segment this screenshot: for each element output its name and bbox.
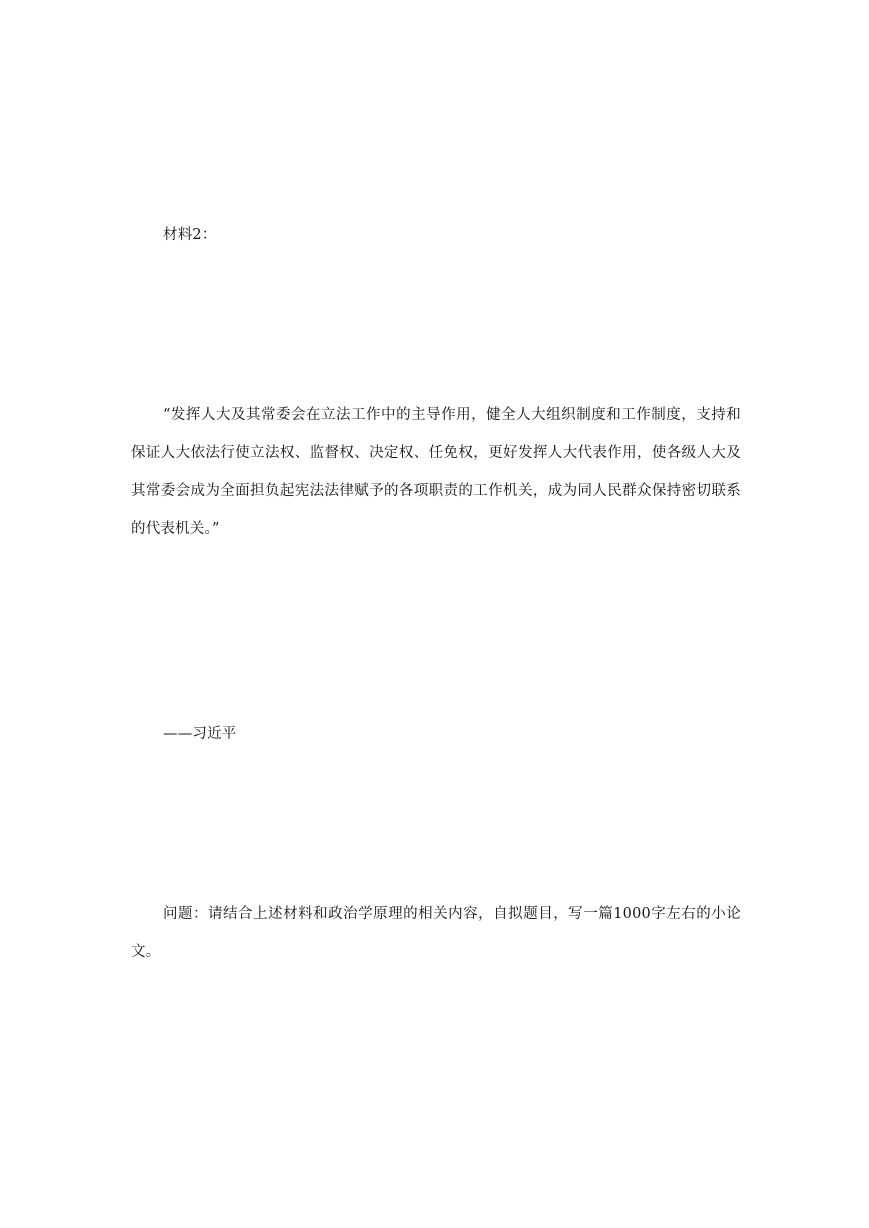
material-heading: 材料2： xyxy=(163,226,217,243)
question-paragraph: 问题：请结合上述材料和政治学原理的相关内容，自拟题目，写一篇1000字左右的小论文。 xyxy=(131,905,741,960)
quote-attribution: ——习近平 xyxy=(163,725,237,742)
quote-paragraph: “发挥人大及其常委会在立法工作中的主导作用，健全人大组织制度和工作制度，支持和保证人大依法行使立法权、监督权、决定权、任免权，更好发挥人大代表作用，使各级人大及其常委会成为全面担负起宪法法律赋予的各项职责的工作机关，成为同人民群众保持密切联系的代表机关。” xyxy=(131,406,741,537)
